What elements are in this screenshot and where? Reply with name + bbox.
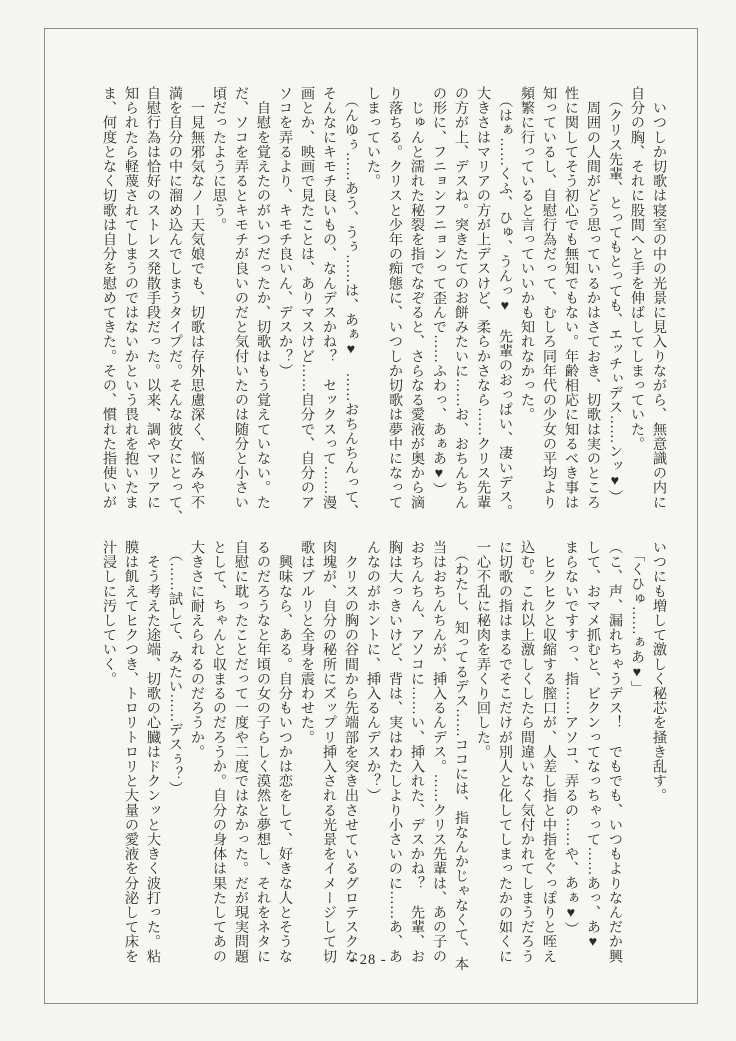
text-line: して、おマメ抓むと、ビクンってなっちゃって……あっ、あ♥: [585, 540, 601, 951]
text-line: るのだろうなと年頃の女の子らしく漠然と夢想し、それをネタに: [255, 540, 271, 964]
text-line: 膜は飢えてヒクつき、トロリトロリと大量の愛液を分泌して床を: [123, 540, 139, 964]
text-line: 「くひゅ……ぁあ♥」: [629, 540, 645, 696]
text-line: （わたし、知ってるデス……ココには、指なんかじゃなくて、本: [453, 540, 469, 971]
text-line: クリスの胸の谷間から先端部を突き出させているグロテスクな: [343, 540, 359, 964]
text-line: （はぁ……くふ、ひゅ、うんっ♥ 先輩のおっぱい、凄いデス。: [497, 86, 513, 519]
text-line: んなのがホントに、挿入るんデスか？）: [365, 540, 381, 803]
text-line: 性に関してそう初心でも無知でもない。年齢相応に知るべき事は: [563, 86, 579, 510]
text-line: 自慰に耽ったことだって一度や二度ではなかった。だが現実問題: [233, 540, 249, 964]
text-line: 大きさはマリアの方が上デスけど、柔らかさなら……クリス先輩: [475, 86, 491, 510]
text-line: しまっていた。: [365, 86, 381, 189]
text-line: 興味なら、ある。自分もいつかは恋をして、好きな人とそうな: [277, 540, 293, 964]
text-line: （……試して、みたい……デスぅ？）: [167, 540, 183, 796]
text-line: 一心不乱に秘肉を弄くり回した。: [475, 540, 491, 759]
text-line: の方が上、デスね。突きたてのお餅みたいに……お、おちんちん: [453, 86, 469, 510]
page-number: - 28 -: [349, 952, 387, 968]
text-line: 一見無邪気なノー天気娘でも、切歌は存外思慮深く、悩みや不: [189, 86, 205, 510]
text-line: 当はおちんちんが、挿入るんデス。……クリス先輩は、あの子の: [431, 540, 447, 964]
text-line: 肉塊が、自分の秘所にズップリ挿入される光景をイメージして切: [321, 540, 337, 964]
text-block-bottom: [96, 540, 670, 970]
text-line: じゅんと濡れた秘裂を指でなぞると、さらなる愛液が奥から滴: [409, 86, 425, 510]
text-line: まらないですすっ、指……アソコ、弄るの……や、あぁ♥）: [563, 540, 579, 936]
text-line: ヒクヒクと収縮する膣口が、人差し指と中指をぐっぽりと咥え: [541, 540, 557, 964]
text-line: （んゆぅ……あう、うぅ……は、あぁ♥ ……おちんちんって、: [343, 86, 359, 519]
text-line: そんなにキモチ良いもの、なんデスかね？ セックスって……漫: [321, 86, 337, 510]
text-line: 自慰を覚えたのがいつだったか、切歌はもう覚えていない。た: [255, 86, 271, 510]
text-line: 頃だったように思う。: [211, 86, 227, 232]
text-line: 大きさに耐えられるのだろうか。: [189, 540, 205, 759]
text-line: 汁浸しに汚していく。: [101, 540, 117, 686]
text-line: り落ちる。クリスと少年の痴態に、いつしか切歌は夢中になって: [387, 86, 403, 510]
text-line: だ、ソコを弄るとキモチが良いのだと気付いたのは随分と小さい: [233, 86, 249, 510]
text-line: 満を自分の中に溜め込んでしまうタイプだ。そんな彼女にとって、: [167, 86, 183, 524]
text-line: の形に、フニョンフニョンって歪んで……ふわっ、あぁあ♥）: [431, 86, 447, 497]
text-line: 画とか、映画で見たことは、ありマスけど……自分で、自分のア: [299, 86, 315, 510]
text-line: 歌はブルリと全身を震わせた。: [299, 540, 315, 745]
text-line: 知っているし、自慰行為だって、むしろ同年代の少女の平均より: [541, 86, 557, 510]
text-line: に切歌の指はまるでそこだけが別人と化してしまったかの如くに: [497, 540, 513, 964]
text-line: いつしか切歌は寝室の中の光景に見入りながら、無意識の内に: [651, 86, 667, 510]
text-line: （こ、声、漏れちゃうデス！ でもでも、いつもよりなんだか興: [607, 540, 623, 964]
text-line: 知られたら軽蔑されてしまうのではないかという畏れを抱いたま: [123, 86, 139, 510]
text-line: 胸は大っきいけど、背は、実はわたしより小さいのに……あ、あ: [387, 540, 403, 964]
text-line: （クリス先輩、とってもとっても、エッチぃデス……ンッ♥）: [607, 86, 623, 505]
text-block-top: [96, 86, 670, 538]
text-line: いつにも増して激しく秘芯を掻き乱す。: [651, 540, 667, 803]
text-line: 自分の胸、それに股間へと手を伸ばしてしまっていた。: [629, 86, 645, 451]
text-line: ソコを弄るより、キモチ良いん、デスか？）: [277, 86, 293, 378]
text-line: 込む。これ以上激しくしたら間違いなく気付かれてしまうだろう: [519, 540, 535, 964]
text-line: そう考えた途端、切歌の心臓はドクンッと大きく波打った。粘: [145, 540, 161, 964]
text-line: 頻繁に行っていると言っていいかも知れなかった。: [519, 86, 535, 422]
text-line: 周囲の人間がどう思っているかはさておき、切歌は実のところ: [585, 86, 601, 510]
text-line: おちんちん、アソコに……い、挿入れた、デスかね？ 先輩、お: [409, 540, 425, 964]
text-line: として、ちゃんと収まるのだろうか。自分の身体は果たしてあの: [211, 540, 227, 964]
text-line: ま、何度となく切歌は自分を慰めてきた。その、慣れた指使いが: [101, 86, 117, 510]
text-line: 自慰行為は恰好のストレス発散手段だった。以来、調やマリアに: [145, 86, 161, 510]
